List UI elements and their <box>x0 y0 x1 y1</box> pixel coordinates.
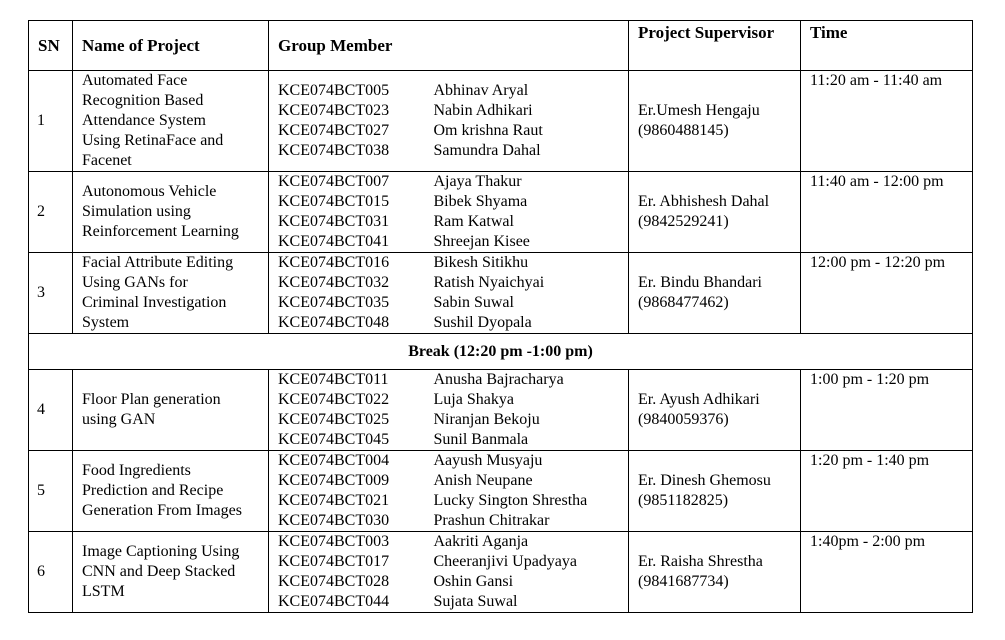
roll-number: KCE074BCT032 <box>278 274 390 291</box>
roll-number: KCE074BCT004 <box>278 452 390 469</box>
project-name <box>73 370 269 451</box>
supervisor-name: Er.Umesh Hengaju <box>638 102 760 119</box>
member-name: Luja Shakya <box>433 391 514 408</box>
member-name: Ratish Nyaichyai <box>433 274 545 291</box>
project-name-line: Floor Plan generation <box>82 391 221 408</box>
member-name: Sunil Banmala <box>433 431 529 448</box>
project-name-line: Facenet <box>82 152 132 169</box>
project-name-line: LSTM <box>82 583 125 600</box>
roll-numbers <box>269 532 426 613</box>
supervisor-phone: (9841687734) <box>638 573 729 590</box>
roll-number: KCE074BCT011 <box>278 371 389 388</box>
header-time: Time <box>801 21 973 71</box>
header-row <box>29 21 973 71</box>
member-name: Oshin Gansi <box>433 573 514 590</box>
supervisor-name: Er. Raisha Shrestha <box>638 553 763 570</box>
project-name <box>73 451 269 532</box>
serial-number: 1 <box>29 71 73 172</box>
project-name-line: using GAN <box>82 411 156 428</box>
supervisor-phone: (9840059376) <box>638 411 729 428</box>
header-supervisor: Project Supervisor <box>629 21 801 71</box>
time-slot: 11:20 am - 11:40 am <box>801 71 973 172</box>
project-name-line: Simulation using <box>82 203 191 220</box>
project-name-line: Autonomous Vehicle <box>82 183 217 200</box>
member-name: Bikesh Sitikhu <box>433 254 529 271</box>
project-name-line: CNN and Deep Stacked <box>82 563 236 580</box>
roll-number: KCE074BCT048 <box>278 314 390 331</box>
roll-number: KCE074BCT005 <box>278 82 390 99</box>
member-name: Sabin Suwal <box>433 294 514 311</box>
member-name: Anusha Bajracharya <box>433 371 564 388</box>
project-name-line: Using RetinaFace and <box>82 132 224 149</box>
time-slot: 11:40 am - 12:00 pm <box>801 172 973 253</box>
roll-numbers <box>269 172 426 253</box>
member-name: Lucky Sington Shrestha <box>433 492 588 509</box>
roll-number: KCE074BCT023 <box>278 102 390 119</box>
project-name-line: Using GANs for <box>82 274 188 291</box>
member-names <box>426 71 629 172</box>
roll-number: KCE074BCT041 <box>278 233 390 250</box>
break-row <box>29 334 973 370</box>
project-name-line: Recognition Based <box>82 92 204 109</box>
supervisor-phone: (9851182825) <box>638 492 729 509</box>
project-name <box>73 172 269 253</box>
project-name-line: Automated Face <box>82 72 188 89</box>
project-name-line: Food Ingredients <box>82 462 191 479</box>
roll-number: KCE074BCT003 <box>278 533 390 550</box>
roll-number: KCE074BCT038 <box>278 142 390 159</box>
project-name-line: Facial Attribute Editing <box>82 254 234 271</box>
supervisor-name: Er. Bindu Bhandari <box>638 274 762 291</box>
member-name: Cheeranjivi Upadyaya <box>433 553 577 570</box>
roll-number: KCE074BCT015 <box>278 193 390 210</box>
supervisor-name: Er. Dinesh Ghemosu <box>638 472 771 489</box>
member-name: Abhinav Aryal <box>433 82 529 99</box>
serial-number: 4 <box>29 370 73 451</box>
roll-number: KCE074BCT007 <box>278 173 390 190</box>
member-name: Ram Katwal <box>433 213 514 230</box>
roll-number: KCE074BCT045 <box>278 431 390 448</box>
supervisor <box>629 172 801 253</box>
project-name-line: Generation From Images <box>82 502 242 519</box>
time-slot: 12:00 pm - 12:20 pm <box>801 253 973 334</box>
member-name: Niranjan Bekoju <box>433 411 540 428</box>
member-name: Prashun Chitrakar <box>433 512 550 529</box>
member-name: Nabin Adhikari <box>433 102 533 119</box>
roll-number: KCE074BCT031 <box>278 213 390 230</box>
member-names <box>426 532 629 613</box>
project-name <box>73 253 269 334</box>
break-label: Break (12:20 pm -1:00 pm) <box>29 334 973 370</box>
supervisor-name: Er. Abhishesh Dahal <box>638 193 770 210</box>
roll-numbers <box>269 370 426 451</box>
roll-number: KCE074BCT030 <box>278 512 390 529</box>
supervisor-phone: (9842529241) <box>638 213 729 230</box>
member-name: Shreejan Kisee <box>433 233 530 250</box>
member-name: Samundra Dahal <box>433 142 541 159</box>
project-name-line: Prediction and Recipe <box>82 482 224 499</box>
roll-number: KCE074BCT025 <box>278 411 390 428</box>
header-sn: SN <box>29 21 73 71</box>
member-name: Ajaya Thakur <box>433 173 522 190</box>
roll-number: KCE074BCT028 <box>278 573 390 590</box>
project-name <box>73 532 269 613</box>
project-name-line: System <box>82 314 130 331</box>
roll-number: KCE074BCT022 <box>278 391 390 408</box>
supervisor <box>629 71 801 172</box>
project-name-line: Image Captioning Using <box>82 543 240 560</box>
roll-numbers <box>269 253 426 334</box>
table-row <box>29 370 973 451</box>
time-slot: 1:40pm - 2:00 pm <box>801 532 973 613</box>
member-names <box>426 172 629 253</box>
roll-numbers <box>269 71 426 172</box>
table-row <box>29 253 973 334</box>
member-name: Bibek Shyama <box>433 193 528 210</box>
project-name-line: Reinforcement Learning <box>82 223 239 240</box>
member-name: Sushil Dyopala <box>433 314 532 331</box>
roll-numbers <box>269 451 426 532</box>
time-slot: 1:20 pm - 1:40 pm <box>801 451 973 532</box>
member-name: Anish Neupane <box>433 472 533 489</box>
roll-number: KCE074BCT027 <box>278 122 390 139</box>
table-row <box>29 71 973 172</box>
table-row <box>29 451 973 532</box>
header-project: Name of Project <box>73 21 269 71</box>
member-name: Om krishna Raut <box>433 122 543 139</box>
supervisor-phone: (9868477462) <box>638 294 729 311</box>
supervisor <box>629 253 801 334</box>
member-name: Sujata Suwal <box>433 593 518 610</box>
roll-number: KCE074BCT021 <box>278 492 390 509</box>
roll-number: KCE074BCT016 <box>278 254 390 271</box>
supervisor <box>629 451 801 532</box>
project-name <box>73 71 269 172</box>
project-name-line: Criminal Investigation <box>82 294 227 311</box>
roll-number: KCE074BCT035 <box>278 294 390 311</box>
roll-number: KCE074BCT044 <box>278 593 390 610</box>
serial-number: 3 <box>29 253 73 334</box>
member-names <box>426 253 629 334</box>
member-names <box>426 451 629 532</box>
serial-number: 2 <box>29 172 73 253</box>
table-row <box>29 532 973 613</box>
project-name-line: Attendance System <box>82 112 206 129</box>
supervisor-name: Er. Ayush Adhikari <box>638 391 760 408</box>
roll-number: KCE074BCT017 <box>278 553 390 570</box>
supervisor <box>629 532 801 613</box>
header-group: Group Member <box>269 21 629 71</box>
member-names <box>426 370 629 451</box>
time-slot: 1:00 pm - 1:20 pm <box>801 370 973 451</box>
serial-number: 6 <box>29 532 73 613</box>
table-row <box>29 172 973 253</box>
supervisor-phone: (9860488145) <box>638 122 729 139</box>
serial-number: 5 <box>29 451 73 532</box>
schedule-table <box>28 20 973 613</box>
roll-number: KCE074BCT009 <box>278 472 390 489</box>
supervisor <box>629 370 801 451</box>
member-name: Aakriti Aganja <box>433 533 529 550</box>
member-name: Aayush Musyaju <box>433 452 543 469</box>
